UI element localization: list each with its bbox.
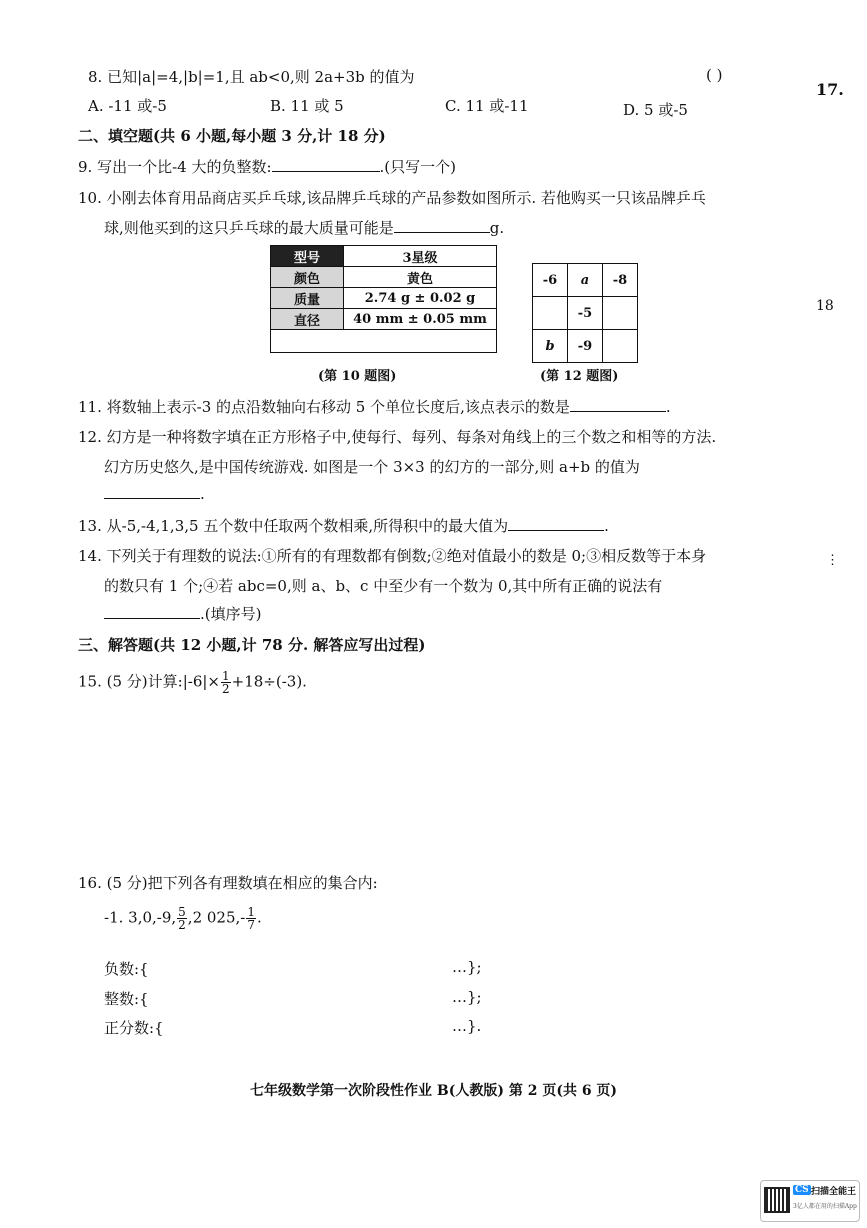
qr-code-icon xyxy=(764,1187,790,1213)
set-integer-end: …}; xyxy=(452,988,482,1006)
q11-text: 11. 将数轴上表示-3 的点沿数轴向右移动 5 个单位长度后,该点表示的数是 xyxy=(78,398,570,416)
set-positive-fraction-end: …}. xyxy=(452,1017,482,1035)
scanner-logo: CS xyxy=(795,1185,809,1195)
spec-value: 3星级 xyxy=(344,246,497,267)
margin-mark-17: 17. xyxy=(816,80,844,99)
fraction-denominator: 2 xyxy=(178,918,186,932)
q16-numbers xyxy=(104,906,262,931)
q10-spec-figure xyxy=(270,245,497,353)
q12-tail: . xyxy=(200,485,205,503)
q11-answer-blank[interactable] xyxy=(570,397,666,412)
q10-unit: g. xyxy=(489,219,505,237)
q13-tail: . xyxy=(604,517,609,535)
q9-answer-blank[interactable] xyxy=(272,157,380,172)
q14-line2: 的数只有 1 个;④若 abc=0,则 a、b、c 中至少有一个数为 0,其中所有正确的说法有 xyxy=(104,577,663,595)
magic-square xyxy=(532,263,638,363)
magic-square-figure xyxy=(532,263,638,363)
q12-figure-caption: (第 12 题图) xyxy=(540,369,619,384)
spec-key: 型号 xyxy=(271,246,344,267)
q14-line3 xyxy=(104,603,261,624)
q8-option-a: A. -11 或-5 xyxy=(88,97,167,115)
q15-text: 15. (5 分)计算:|-6|× xyxy=(78,672,220,691)
q12-line1: 12. 幻方是一种将数字填在正方形格子中,使每行、每列、每条对角线上的三个数之和相等的方法. xyxy=(78,428,717,446)
q10-text: 球,则他买到的这只乒乓球的最大质量可能是 xyxy=(104,219,394,237)
q8-answer-paren: ( ) xyxy=(706,66,723,84)
q11-tail: . xyxy=(665,398,671,416)
fraction-denominator: 2 xyxy=(221,682,230,696)
section2-title: 二、填空题(共 6 小题,每小题 3 分,计 18 分) xyxy=(78,127,386,145)
magic-cell xyxy=(533,297,568,330)
q13-answer-blank[interactable] xyxy=(508,516,604,531)
magic-cell: a xyxy=(568,264,603,297)
q12-line3 xyxy=(104,484,205,503)
spec-value: 黄色 xyxy=(344,267,497,288)
fraction-denominator: 7 xyxy=(247,918,255,932)
q11 xyxy=(78,396,671,417)
q8-option-b: B. 11 或 5 xyxy=(270,97,344,115)
scanner-app-name: 扫描全能王 xyxy=(811,1187,857,1197)
q16-nums-c: . xyxy=(256,908,262,927)
spec-row xyxy=(271,288,497,309)
set-negative-label: 负数:{ xyxy=(104,960,149,978)
spec-key: 质量 xyxy=(271,288,344,309)
q16-fraction-2 xyxy=(246,906,256,931)
magic-cell xyxy=(603,297,638,330)
magic-cell: -9 xyxy=(568,330,603,363)
q14-tail: .(填序号) xyxy=(200,605,262,623)
section3-title: 三、解答题(共 12 小题,计 78 分. 解答应写出过程) xyxy=(78,636,426,654)
q15-tail: +18÷(-3). xyxy=(231,672,307,691)
magic-cell: -8 xyxy=(603,264,638,297)
magic-row xyxy=(533,297,638,330)
q12-line2: 幻方历史悠久,是中国传统游戏. 如图是一个 3×3 的幻方的一部分,则 a+b 的值为 xyxy=(104,458,640,476)
q10-figure-caption: (第 10 题图) xyxy=(318,369,397,384)
q13-text: 13. 从-5,-4,1,3,5 五个数中任取两个数相乘,所得积中的最大值为 xyxy=(78,517,509,535)
fraction-numerator: 1 xyxy=(247,905,255,919)
q10-line2 xyxy=(104,217,504,238)
q9 xyxy=(78,156,456,177)
q16-stem: 16. (5 分)把下列各有理数填在相应的集合内: xyxy=(78,874,378,892)
set-negative-end: …}; xyxy=(452,958,482,976)
q16-fraction-1 xyxy=(177,906,187,931)
q14-line1: 14. 下列关于有理数的说法:①所有的有理数都有倒数;②绝对值最小的数是 0;③相反数等于本身 xyxy=(78,547,707,565)
q16-nums-b: ,2 025,- xyxy=(187,908,246,927)
q15 xyxy=(78,670,307,695)
fraction-numerator: 5 xyxy=(178,905,186,919)
spec-row xyxy=(271,309,497,330)
q9-text: 9. 写出一个比-4 大的负整数: xyxy=(78,158,272,176)
margin-mark-dots: ⋮ xyxy=(826,553,839,568)
fraction-numerator: 1 xyxy=(221,669,230,683)
spec-row-empty xyxy=(271,330,497,353)
magic-row xyxy=(533,264,638,297)
spec-value: 2.74 g ± 0.02 g xyxy=(344,288,497,309)
spec-key: 直径 xyxy=(271,309,344,330)
q16-nums-a: -1. 3,0,-9, xyxy=(104,908,177,927)
magic-row xyxy=(533,330,638,363)
q8-option-d: D. 5 或-5 xyxy=(623,101,688,119)
magic-cell xyxy=(603,330,638,363)
magic-cell: -6 xyxy=(533,264,568,297)
spec-row xyxy=(271,246,497,267)
q10-line1: 10. 小刚去体育用品商店买乒乓球,该品牌乒乓球的产品参数如图所示. 若他购买一只该品牌乒乓 xyxy=(78,189,706,207)
magic-cell: b xyxy=(533,330,568,363)
q10-answer-blank[interactable] xyxy=(394,218,490,233)
scanner-tagline: 3亿人都在用的扫描App xyxy=(793,1203,857,1210)
q8-stem: 8. 已知|a|=4,|b|=1,且 ab<0,则 2a+3b 的值为 xyxy=(88,68,415,86)
magic-cell: -5 xyxy=(568,297,603,330)
q13 xyxy=(78,515,609,536)
q15-fraction xyxy=(221,670,231,695)
set-positive-fraction-label: 正分数:{ xyxy=(104,1019,164,1037)
spec-value: 40 mm ± 0.05 mm xyxy=(344,309,497,330)
set-integer-label: 整数:{ xyxy=(104,990,149,1008)
spec-key: 颜色 xyxy=(271,267,344,288)
spec-row xyxy=(271,267,497,288)
scanner-watermark xyxy=(760,1180,860,1222)
q12-answer-blank[interactable] xyxy=(104,484,200,499)
product-spec-table xyxy=(270,245,497,353)
q8-option-c: C. 11 或-11 xyxy=(445,97,529,115)
margin-mark-18: 18 xyxy=(816,298,834,314)
q14-answer-blank[interactable] xyxy=(104,604,200,619)
q9-tail: .(只写一个) xyxy=(379,158,456,176)
page-footer: 七年级数学第一次阶段性作业 B(人教版) 第 2 页(共 6 页) xyxy=(250,1083,618,1099)
